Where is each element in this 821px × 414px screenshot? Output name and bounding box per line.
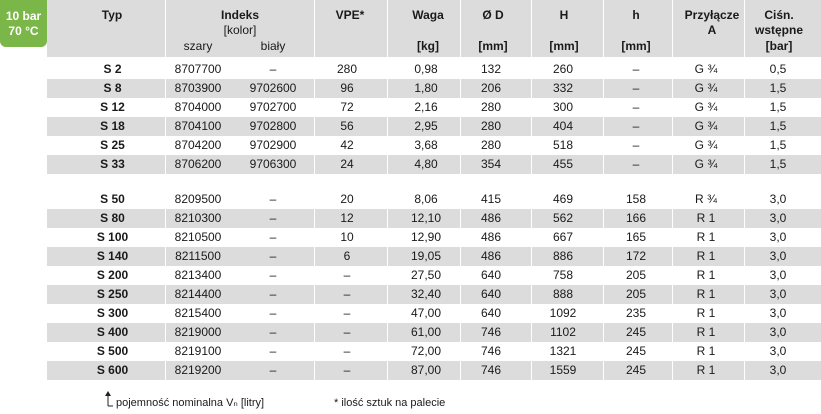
cell-bialy: – [269,344,277,358]
table-row [47,79,821,98]
cell-waga: 87,00 [410,363,442,377]
cell-H: 332 [552,81,574,95]
cell-waga: 12,10 [410,211,442,225]
cell-H: 562 [552,211,574,225]
pressure-temperature-badge [0,0,47,47]
header-bialy: biały [260,39,286,53]
cell-waga: 27,50 [410,268,442,282]
cell-bialy: – [269,62,277,76]
cell-h: 205 [625,287,647,301]
header-typ: Typ [101,8,123,22]
cell-p: 3,0 [769,249,787,263]
cell-d: 415 [480,192,502,206]
cell-h: 166 [625,211,647,225]
cell-a: G ¾ [694,62,718,76]
cell-szary: 8706200 [174,157,222,171]
cell-p: 3,0 [769,192,787,206]
table-row [47,155,821,174]
header-vpe: VPE* [335,8,365,22]
cell-waga: 12,90 [410,230,442,244]
cell-d: 354 [480,157,502,171]
cell-H: 404 [552,119,574,133]
cell-vpe: 72 [340,100,354,114]
header-przylacze: Przyłącze [684,8,740,22]
cell-d: 486 [480,249,502,263]
cell-szary: 8210500 [174,230,222,244]
cell-vpe: – [343,363,351,377]
cell-vpe: – [343,325,351,339]
cell-H: 300 [552,100,574,114]
cell-vpe: – [343,287,351,301]
cell-waga: 47,00 [410,306,442,320]
table-row [47,285,821,304]
cell-d: 280 [480,119,502,133]
cell-a: R 1 [696,268,716,282]
cell-d: 206 [480,81,502,95]
cell-waga: 2,95 [414,119,438,133]
cell-szary: 8704200 [174,138,222,152]
cell-bialy: 9702600 [249,81,297,95]
cell-d: 746 [480,344,502,358]
cell-p: 3,0 [769,211,787,225]
cell-d: 640 [480,306,502,320]
cell-p: 3,0 [769,363,787,377]
cell-H: 886 [552,249,574,263]
cell-H: 758 [552,268,574,282]
cell-a: R 1 [696,230,716,244]
header-przylacze-a: A [707,23,717,37]
badge-pressure: 10 bar [5,8,42,23]
cell-szary: 8219200 [174,363,222,377]
cell-h: 165 [625,230,647,244]
cell-h: – [632,138,640,152]
cell-p: 3,0 [769,268,787,282]
cell-a: R 1 [696,306,716,320]
cell-waga: 8,06 [414,192,438,206]
cell-H: 455 [552,157,574,171]
cell-p: 3,0 [769,287,787,301]
cell-vpe: 96 [340,81,354,95]
cell-vpe: 20 [340,192,354,206]
table-row [47,342,821,361]
cell-waga: 61,00 [410,325,442,339]
cell-d: 132 [480,62,502,76]
cell-bialy: – [269,363,277,377]
cell-p: 3,0 [769,230,787,244]
table-row [47,190,821,209]
cell-p: 3,0 [769,344,787,358]
cell-bialy: – [269,306,277,320]
cell-d: 486 [480,211,502,225]
cell-h: – [632,62,640,76]
cell-szary: 8219100 [174,344,222,358]
cell-d: 280 [480,100,502,114]
header-H-unit: [mm] [549,39,579,53]
arrow-up-icon [103,390,113,410]
cell-a: R 1 [696,287,716,301]
cell-p: 3,0 [769,325,787,339]
cell-waga: 1,80 [414,81,438,95]
cell-p: 3,0 [769,306,787,320]
cell-szary: 8215400 [174,306,222,320]
cell-bialy: – [269,249,277,263]
header-cisnienie-unit: [bar] [765,39,793,53]
cell-bialy: – [269,287,277,301]
cell-H: 667 [552,230,574,244]
cell-h: – [632,100,640,114]
cell-a: G ¾ [694,81,718,95]
cell-typ: S 12 [100,100,125,114]
cell-typ: S 8 [103,81,122,95]
cell-bialy: 9702800 [249,119,297,133]
cell-typ: S 100 [96,230,129,244]
cell-szary: 8209500 [174,192,222,206]
cell-a: G ¾ [694,138,718,152]
cell-h: 245 [625,363,647,377]
cell-h: 245 [625,344,647,358]
cell-p: 1,5 [769,81,787,95]
table-row [47,60,821,79]
cell-vpe: 12 [340,211,354,225]
cell-bialy: – [269,192,277,206]
cell-typ: S 25 [100,138,125,152]
cell-szary: 8211500 [175,249,221,263]
cell-a: G ¾ [694,119,718,133]
table-row [47,247,821,266]
table-row [47,304,821,323]
cell-H: 518 [552,138,574,152]
cell-typ: S 80 [100,211,125,225]
cell-d: 746 [480,363,502,377]
cell-h: – [632,157,640,171]
table-row [47,361,821,380]
table-row [47,323,821,342]
header-diameter-unit: [mm] [478,39,508,53]
cell-waga: 2,16 [414,100,438,114]
table-row [47,266,821,285]
cell-h: 205 [625,268,647,282]
cell-p: 1,5 [769,157,787,171]
cell-typ: S 300 [96,306,129,320]
cell-a: R 1 [696,211,716,225]
footnote-vpe: * ilość sztuk na palecie [334,397,446,409]
cell-a: G ¾ [694,100,718,114]
cell-waga: 0,98 [414,62,438,76]
cell-typ: S 2 [103,62,122,76]
header-waga-unit: [kg] [417,39,439,53]
cell-typ: S 33 [100,157,125,171]
cell-H: 1321 [549,344,577,358]
cell-d: 746 [480,325,502,339]
cell-szary: 8213400 [174,268,222,282]
header-indeks: Indeks [220,8,259,22]
cell-typ: S 600 [96,363,129,377]
header-H: H [559,8,569,22]
table-row [47,209,821,228]
header-h-unit: [mm] [621,39,651,53]
badge-temperature: 70 °C [8,23,39,38]
cell-bialy: 9702700 [249,100,297,114]
cell-h: – [632,81,640,95]
cell-typ: S 140 [96,249,129,263]
cell-waga: 72,00 [410,344,442,358]
cell-H: 1559 [549,363,577,377]
header-szary: szary [183,39,213,53]
cell-vpe: – [343,344,351,358]
cell-typ: S 250 [96,287,129,301]
cell-typ: S 400 [96,325,129,339]
cell-waga: 32,40 [410,287,442,301]
header-cisnienie: Ciśn. [764,8,794,22]
cell-a: R 1 [696,363,716,377]
cell-szary: 8219000 [174,325,222,339]
cell-waga: 19,05 [410,249,442,263]
cell-a: R 1 [696,249,716,263]
footnote-nominal-volume: pojemność nominalna Vₙ [litry] [116,397,265,409]
header-waga: Waga [412,8,444,22]
cell-bialy: 9706300 [249,157,297,171]
cell-szary: 8703900 [174,81,222,95]
table-row [47,117,821,136]
cell-d: 640 [480,287,502,301]
cell-H: 1102 [550,325,576,339]
cell-szary: 8707700 [174,62,222,76]
table-row [47,228,821,247]
cell-a: R 1 [696,344,716,358]
cell-vpe: 42 [340,138,354,152]
cell-h: 235 [625,306,647,320]
cell-vpe: 24 [340,157,354,171]
header-diameter: Ø D [482,8,504,22]
cell-p: 1,5 [769,119,787,133]
cell-a: R ¾ [694,192,717,206]
cell-h: 172 [625,249,647,263]
header-h: h [632,8,640,22]
table-row [47,98,821,117]
cell-typ: S 500 [96,344,129,358]
cell-vpe: – [343,306,351,320]
cell-typ: S 200 [96,268,129,282]
cell-waga: 3,68 [414,138,438,152]
cell-vpe: 10 [340,230,354,244]
cell-bialy: – [269,268,277,282]
cell-szary: 8704100 [174,119,222,133]
cell-vpe: 56 [340,119,354,133]
cell-szary: 8214400 [174,287,222,301]
cell-d: 486 [480,230,502,244]
cell-vpe: – [343,268,351,282]
cell-bialy: – [269,325,277,339]
cell-p: 0,5 [769,62,787,76]
cell-waga: 4,80 [414,157,438,171]
cell-h: 245 [625,325,647,339]
cell-d: 640 [480,268,502,282]
cell-a: G ¾ [694,157,718,171]
header-cisnienie-2: wstępne [754,23,803,37]
cell-p: 1,5 [769,138,787,152]
cell-H: 1092 [549,306,577,320]
cell-vpe: 6 [343,249,351,263]
cell-typ: S 18 [100,119,125,133]
cell-H: 469 [552,192,574,206]
table-row [47,136,821,155]
cell-h: – [632,119,640,133]
cell-p: 1,5 [769,100,787,114]
cell-szary: 8210300 [174,211,222,225]
cell-d: 280 [480,138,502,152]
cell-typ: S 50 [100,192,125,206]
header-kolor: [kolor] [223,23,257,37]
cell-h: 158 [625,192,647,206]
cell-bialy: – [269,211,277,225]
cell-a: R 1 [696,325,716,339]
cell-bialy: – [269,230,277,244]
cell-vpe: 280 [336,62,358,76]
cell-szary: 8704000 [174,100,222,114]
cell-H: 888 [552,287,574,301]
cell-H: 260 [552,62,574,76]
cell-bialy: 9702900 [249,138,297,152]
